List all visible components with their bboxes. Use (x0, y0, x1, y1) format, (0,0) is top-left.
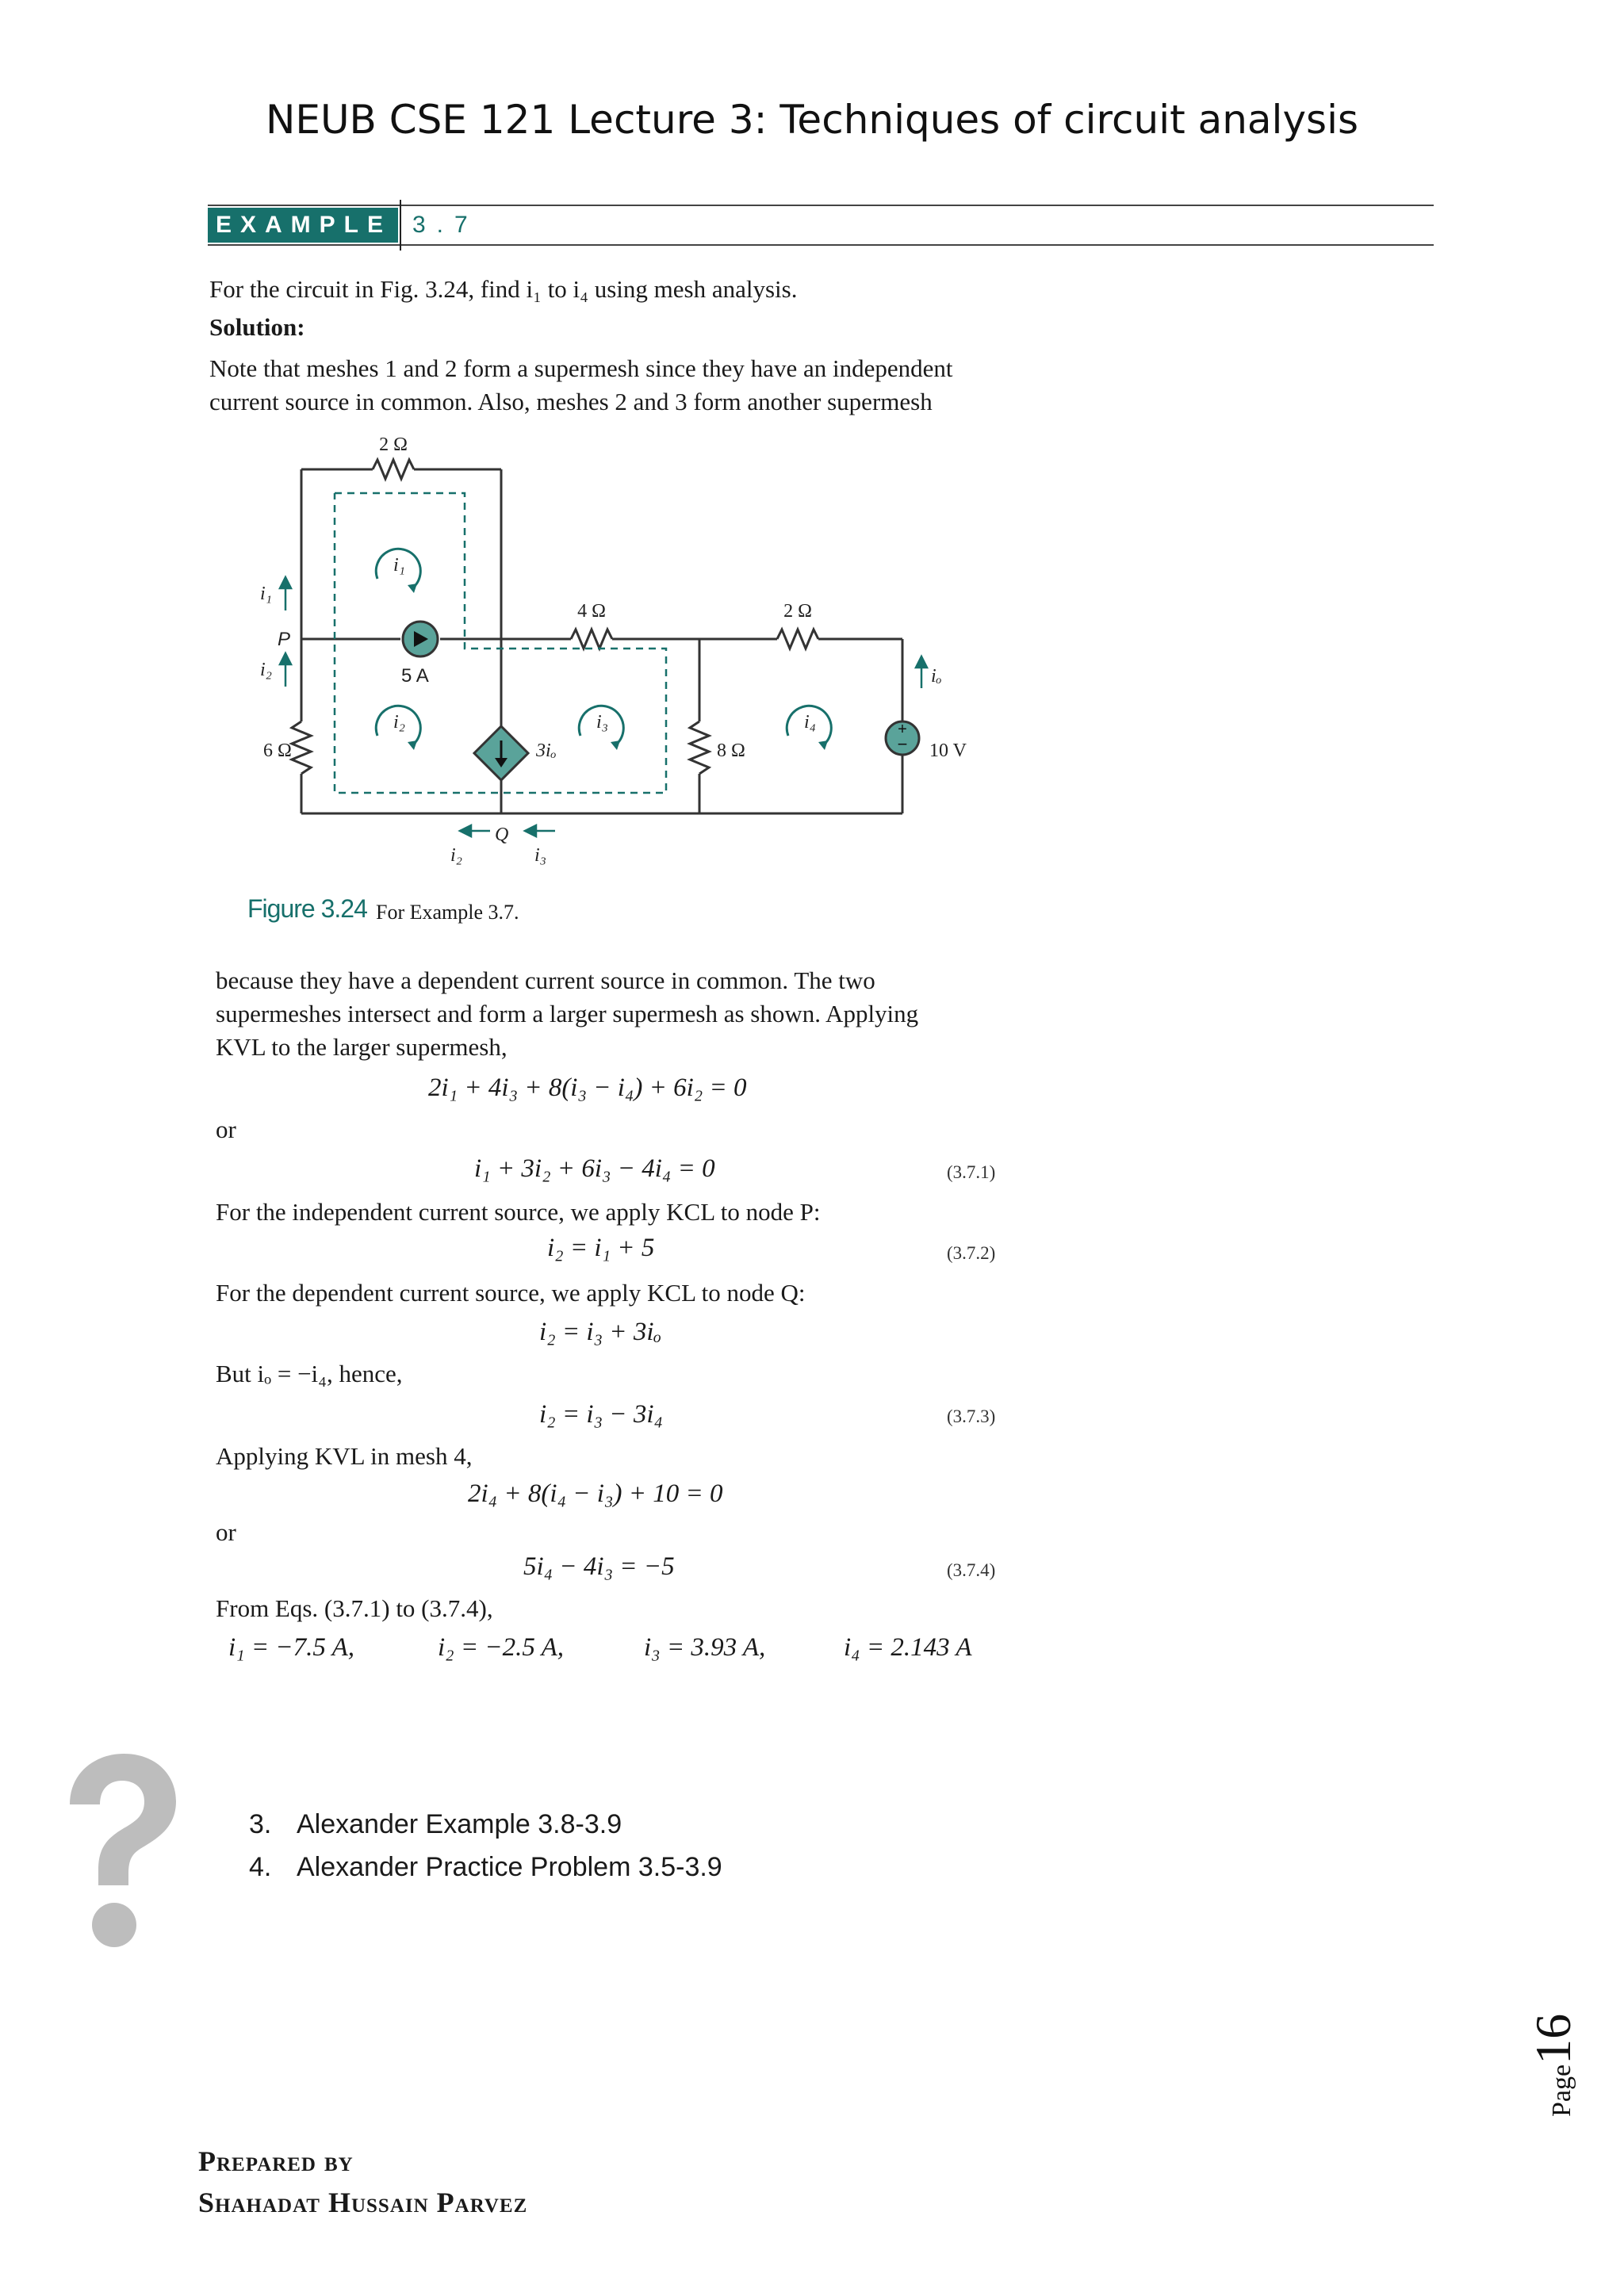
label-arrow-i1: i₁ (260, 584, 273, 604)
from-eqs-text: From Eqs. (3.7.1) to (3.7.4), (216, 1594, 493, 1622)
circuit-diagram (238, 420, 999, 880)
label-io: iₒ (931, 666, 942, 687)
top-rule (208, 205, 1434, 206)
equation-mesh4: 2i₄ + 8(i₄ − i₃) + 10 = 0 (468, 1479, 723, 1508)
label-mesh-i1: i₁ (393, 555, 406, 576)
label-arrow-i2: i₂ (260, 660, 273, 680)
or-1: or (216, 1115, 236, 1143)
label-r8: 8 Ω (717, 740, 745, 761)
paragraph-1-line-2: current source in common. Also, meshes 2 and 3 form another supermesh (209, 388, 933, 415)
result-i2: i₂ = −2.5 A, (438, 1633, 564, 1662)
kvl-mesh4-text: Applying KVL in mesh 4, (216, 1442, 473, 1470)
label-r6: 6 Ω (263, 740, 292, 761)
label-r4: 4 Ω (577, 601, 606, 622)
kcl-p-text: For the independent current source, we apply KCL to node P: (216, 1198, 821, 1226)
result-i4: i₄ = 2.143 A (844, 1633, 972, 1662)
label-10v: 10 V (929, 740, 967, 761)
bottom-rule (208, 244, 1434, 246)
task-item-text: Alexander Practice Problem 3.5-3.9 (297, 1852, 722, 1882)
page-number (1524, 1974, 1581, 2117)
equation-2-number: (3.7.2) (947, 1243, 996, 1263)
figure-caption-text: For Example 3.7. (376, 901, 519, 924)
footer-author: Shahadat Hussain Parvez (198, 2187, 528, 2218)
kcl-q-text: For the dependent current source, we apply KCL to node Q: (216, 1279, 806, 1307)
equation-4-number: (3.7.4) (947, 1560, 996, 1580)
page-number-value: 16 (1525, 2013, 1581, 2064)
footer-prepared-by: Prepared by (198, 2145, 354, 2177)
task-item (249, 1846, 722, 1888)
svg-text:−: − (897, 734, 908, 754)
task-list (249, 1803, 722, 1888)
solution-label: Solution: (209, 313, 305, 341)
label-r2b: 2 Ω (783, 601, 812, 622)
paragraph-1-line-1: Note that meshes 1 and 2 form a supermesh since they have an independent (209, 354, 953, 382)
result-i3: i₃ = 3.93 A, (644, 1633, 766, 1662)
equation-1-number: (3.7.1) (947, 1162, 996, 1182)
question-mark-icon (56, 1749, 182, 1955)
label-node-p: P (278, 629, 291, 650)
label-mesh-i4: i₄ (804, 712, 817, 733)
equation-1: i₁ + 3i₂ + 6i₃ − 4i₄ = 0 (474, 1154, 715, 1183)
example-label: EXAMPLE (208, 208, 398, 243)
svg-text:+: + (898, 721, 907, 738)
paragraph-2-line-1: because they have a dependent current source in common. The two (216, 966, 875, 994)
equation-3: i₂ = i₃ − 3i₄ (539, 1400, 663, 1429)
result-i1: i₁ = −7.5 A, (228, 1633, 354, 1662)
label-mesh-i2: i₂ (393, 712, 406, 733)
label-dep-source: 3iₒ (536, 740, 557, 761)
divider (400, 200, 401, 251)
page-word: Page (1547, 2064, 1576, 2117)
label-5a: 5 A (401, 665, 429, 687)
label-arrow-i2-bottom: i₂ (450, 845, 463, 866)
task-item (249, 1803, 722, 1846)
or-2: or (216, 1518, 236, 1546)
page-title: NEUB CSE 121 Lecture 3: Techniques of circuit analysis (265, 97, 1359, 143)
problem-statement: For the circuit in Fig. 3.24, find i₁ to i₄ using mesh analysis. (209, 275, 798, 303)
example-number: 3.7 (412, 212, 479, 238)
label-mesh-i3: i₃ (596, 712, 609, 733)
equation-4: 5i₄ − 4i₃ = −5 (523, 1552, 675, 1581)
equation-kvl: 2i₁ + 4i₃ + 8(i₃ − i₄) + 6i₂ = 0 (428, 1073, 747, 1102)
label-arrow-i3-bottom: i₃ (534, 845, 547, 866)
but-text: But iₒ = −i₄, hence, (216, 1360, 403, 1387)
task-item-number: 4. (249, 1852, 272, 1882)
task-item-text: Alexander Example 3.8-3.9 (297, 1809, 622, 1839)
task-item-number: 3. (249, 1809, 272, 1839)
example-header (208, 205, 1434, 246)
paragraph-2-line-2: supermeshes intersect and form a larger supermesh as shown. Applying (216, 1000, 919, 1027)
equation-2: i₂ = i₁ + 5 (547, 1234, 655, 1262)
equation-3-number: (3.7.3) (947, 1406, 996, 1426)
equation-q: i₂ = i₃ + 3iₒ (539, 1318, 661, 1346)
label-r-top: 2 Ω (379, 434, 408, 455)
label-node-q: Q (495, 825, 509, 845)
figure-caption-number: Figure 3.24 (247, 894, 367, 923)
paragraph-2-line-3: KVL to the larger supermesh, (216, 1033, 508, 1061)
